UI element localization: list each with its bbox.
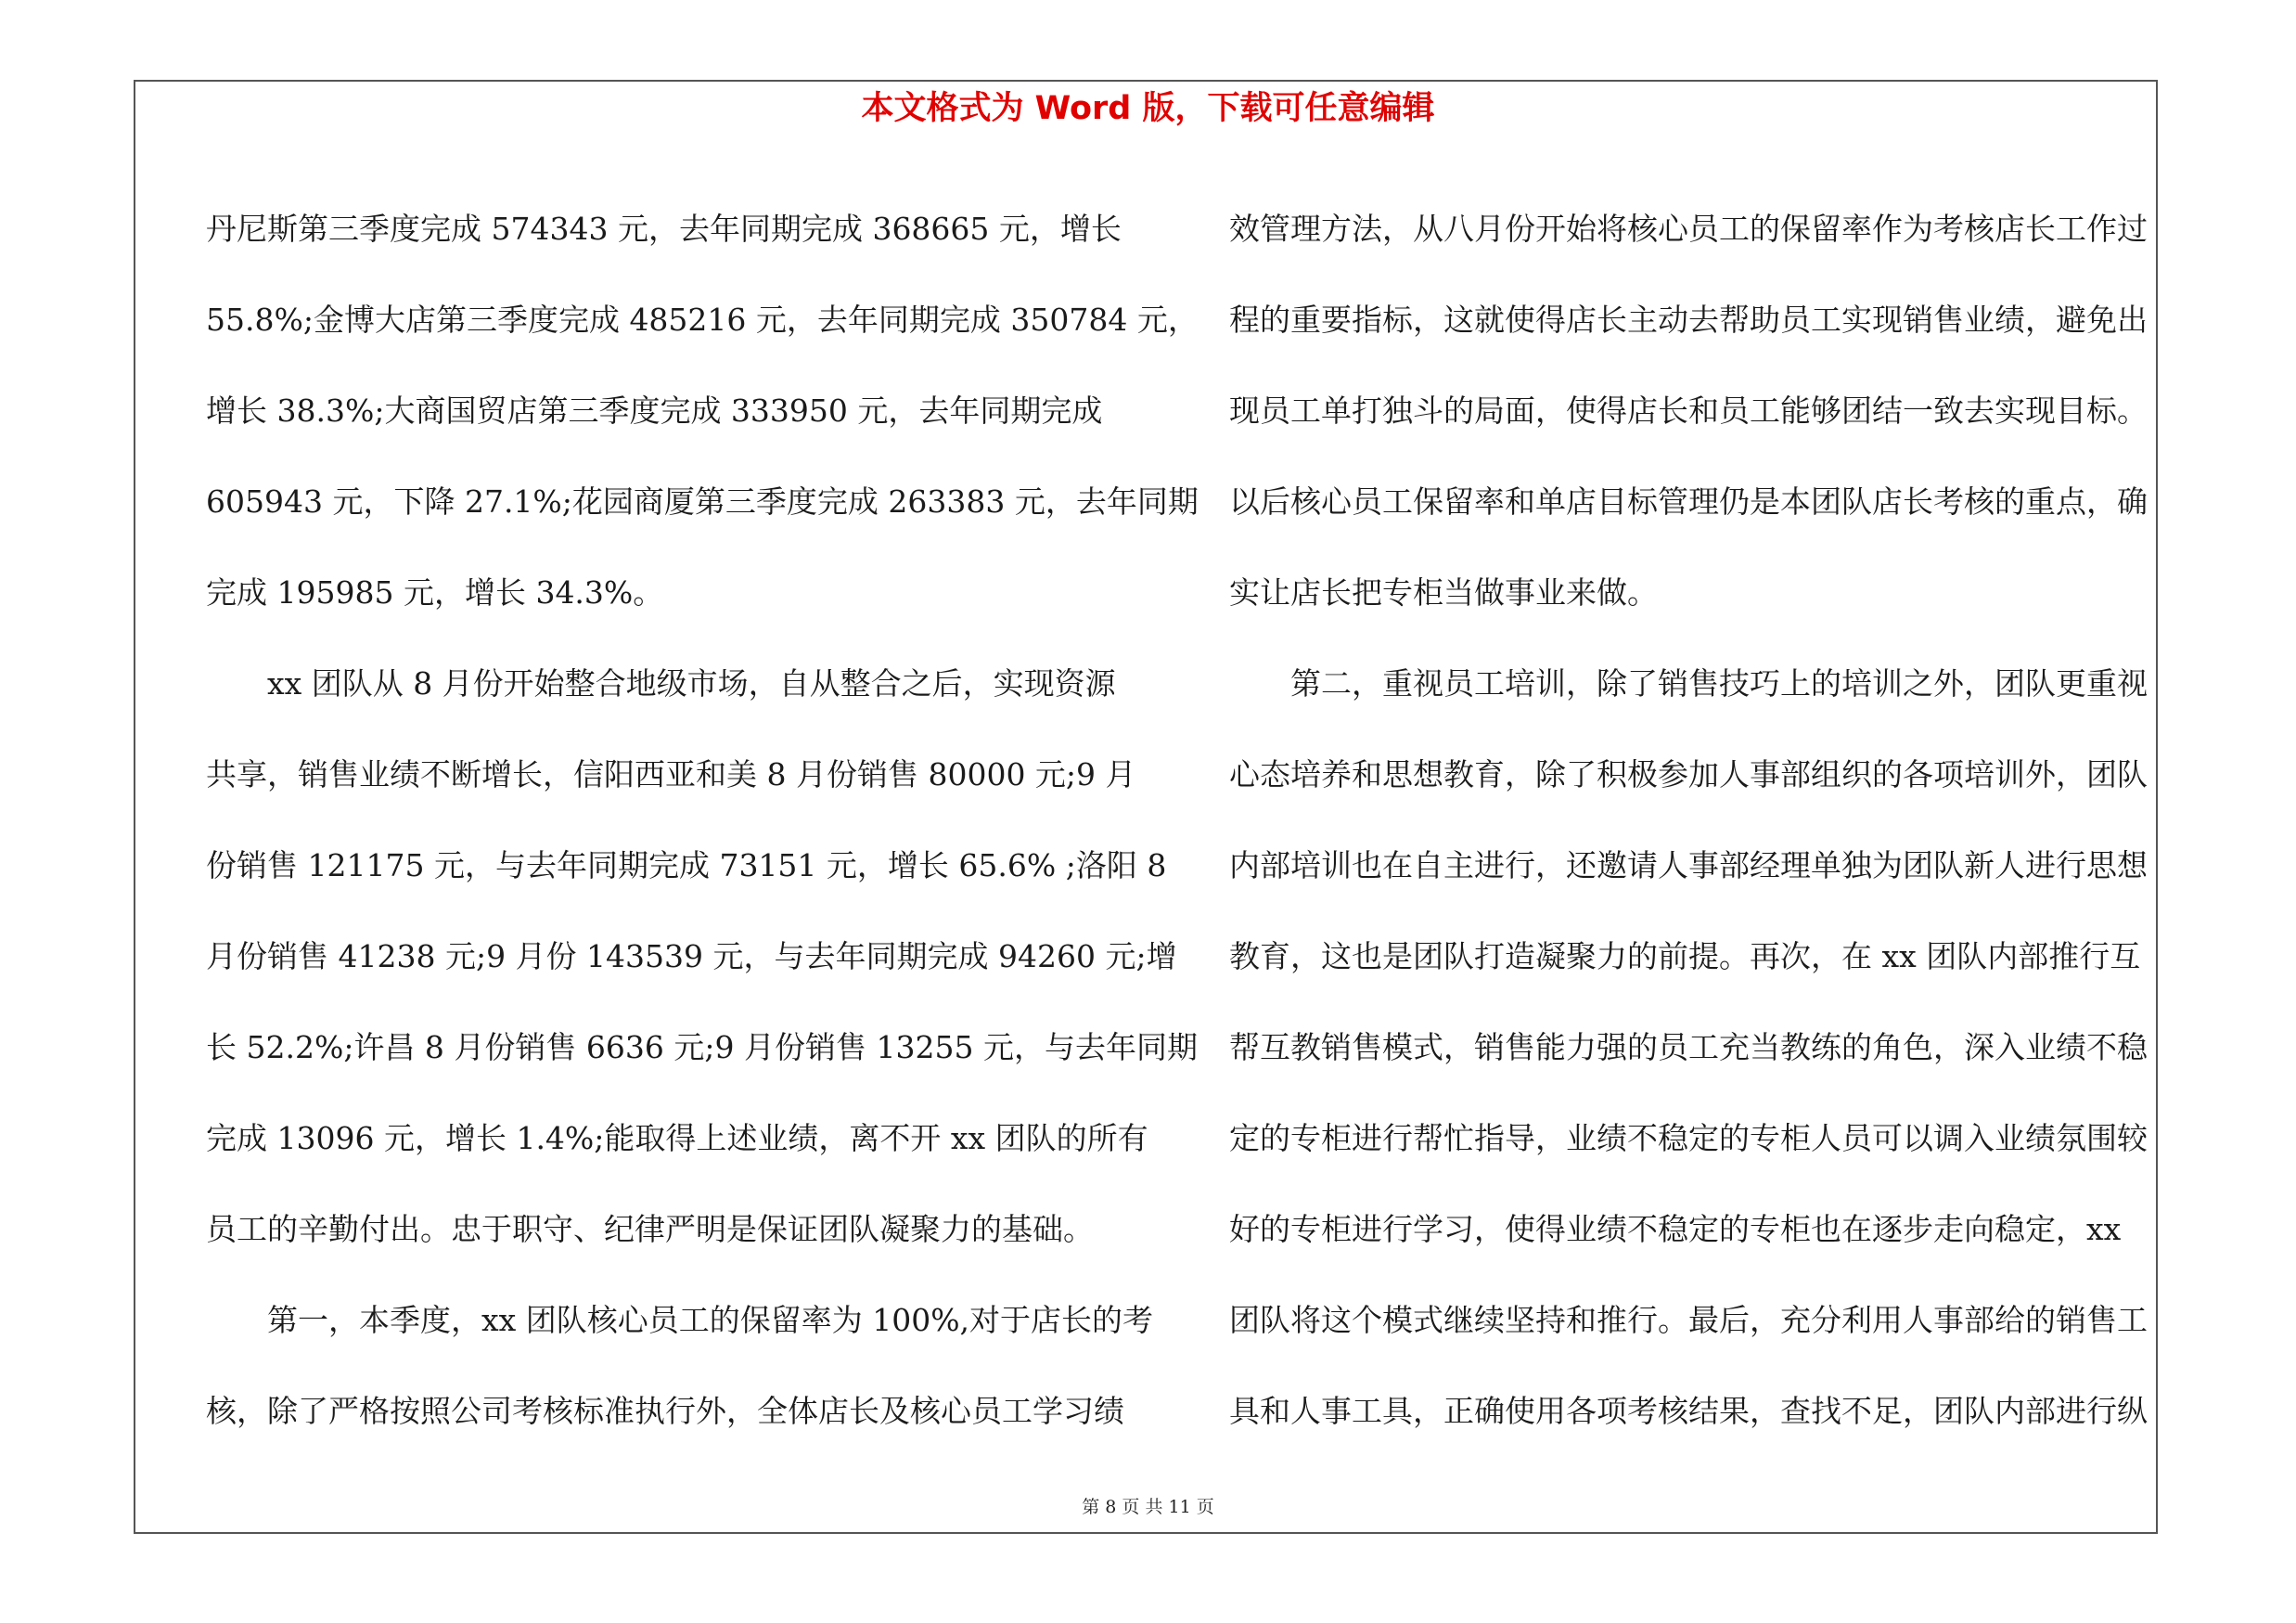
text-line: 程的重要指标，这就使得店长主动去帮助员工实现销售业绩，避免出 [1229,302,2148,338]
text-line: 丹尼斯第三季度完成 574343 元，去年同期完成 368665 元，增长 [206,211,1122,247]
text-line: 教育，这也是团队打造凝聚力的前提。再次，在 xx 团队内部推行互 [1229,938,2141,974]
text-line: 效管理方法，从八月份开始将核心员工的保留率作为考核店长工作过 [1229,211,2148,247]
text-line: 定的专柜进行帮忙指导，业绩不稳定的专柜人员可以调入业绩氛围较 [1229,1120,2148,1156]
text-line: 第二，重视员工培训，除了销售技巧上的培训之外，团队更重视 [1229,665,2148,702]
text-line: 完成 13096 元，增长 1.4%;能取得上述业绩，离不开 xx 团队的所有 [206,1120,1148,1156]
text-line: xx 团队从 8 月份开始整合地级市场，自从整合之后，实现资源 [206,665,1116,702]
text-line: 核，除了严格按照公司考核标准执行外，全体店长及核心员工学习绩 [206,1393,1124,1429]
text-line: 帮互教销售模式，销售能力强的员工充当教练的角色，深入业绩不稳 [1229,1029,2148,1065]
text-line: 共享，销售业绩不断增长，信阳西亚和美 8 月份销售 80000 元;9 月 [206,756,1136,792]
text-line: 份销售 121175 元，与去年同期完成 73151 元，增长 65.6% ;洛阳 8 [206,847,1167,883]
text-line: 具和人事工具，正确使用各项考核结果，查找不足，团队内部进行纵 [1229,1393,2148,1429]
format-notice-banner: 本文格式为 Word 版，下载可任意编辑 [861,90,1435,127]
text-line: 完成 195985 元，增长 34.3%。 [206,574,664,611]
text-line: 现员工单打独斗的局面，使得店长和员工能够团结一致去实现目标。 [1229,393,2148,429]
text-line: 605943 元，下降 27.1%;花园商厦第三季度完成 263383 元，去年同期 [206,483,1199,520]
text-line: 55.8%;金博大店第三季度完成 485216 元，去年同期完成 350784 元， [206,302,1199,338]
right-text-column [1229,184,2157,1457]
text-line: 长 52.2%;许昌 8 月份销售 6636 元;9 月份销售 13255 元，与去年同期 [206,1029,1198,1065]
text-line: 心态培养和思想教育，除了积极参加人事部组织的各项培训外，团队 [1229,756,2148,792]
left-text-column [206,184,1199,1457]
text-line: 员工的辛勤付出。忠于职守、纪律严明是保证团队凝聚力的基础。 [206,1211,1094,1247]
text-line: 实让店长把专柜当做事业来做。 [1229,574,1658,611]
text-line: 好的专柜进行学习，使得业绩不稳定的专柜也在逐步走向稳定，xx [1229,1211,2122,1247]
text-line: 第一，本季度，xx 团队核心员工的保留率为 100%,对于店长的考 [206,1302,1154,1338]
page-number: 第 8 页 共 11 页 [1082,1497,1214,1517]
text-line: 以后核心员工保留率和单店目标管理仍是本团队店长考核的重点，确 [1229,483,2148,520]
text-line: 团队将这个模式继续坚持和推行。最后，充分利用人事部给的销售工 [1229,1302,2148,1338]
text-line: 内部培训也在自主进行，还邀请人事部经理单独为团队新人进行思想 [1229,847,2148,883]
text-line: 月份销售 41238 元;9 月份 143539 元，与去年同期完成 94260 元;增 [206,938,1177,974]
text-line: 增长 38.3%;大商国贸店第三季度完成 333950 元，去年同期完成 [206,393,1103,429]
